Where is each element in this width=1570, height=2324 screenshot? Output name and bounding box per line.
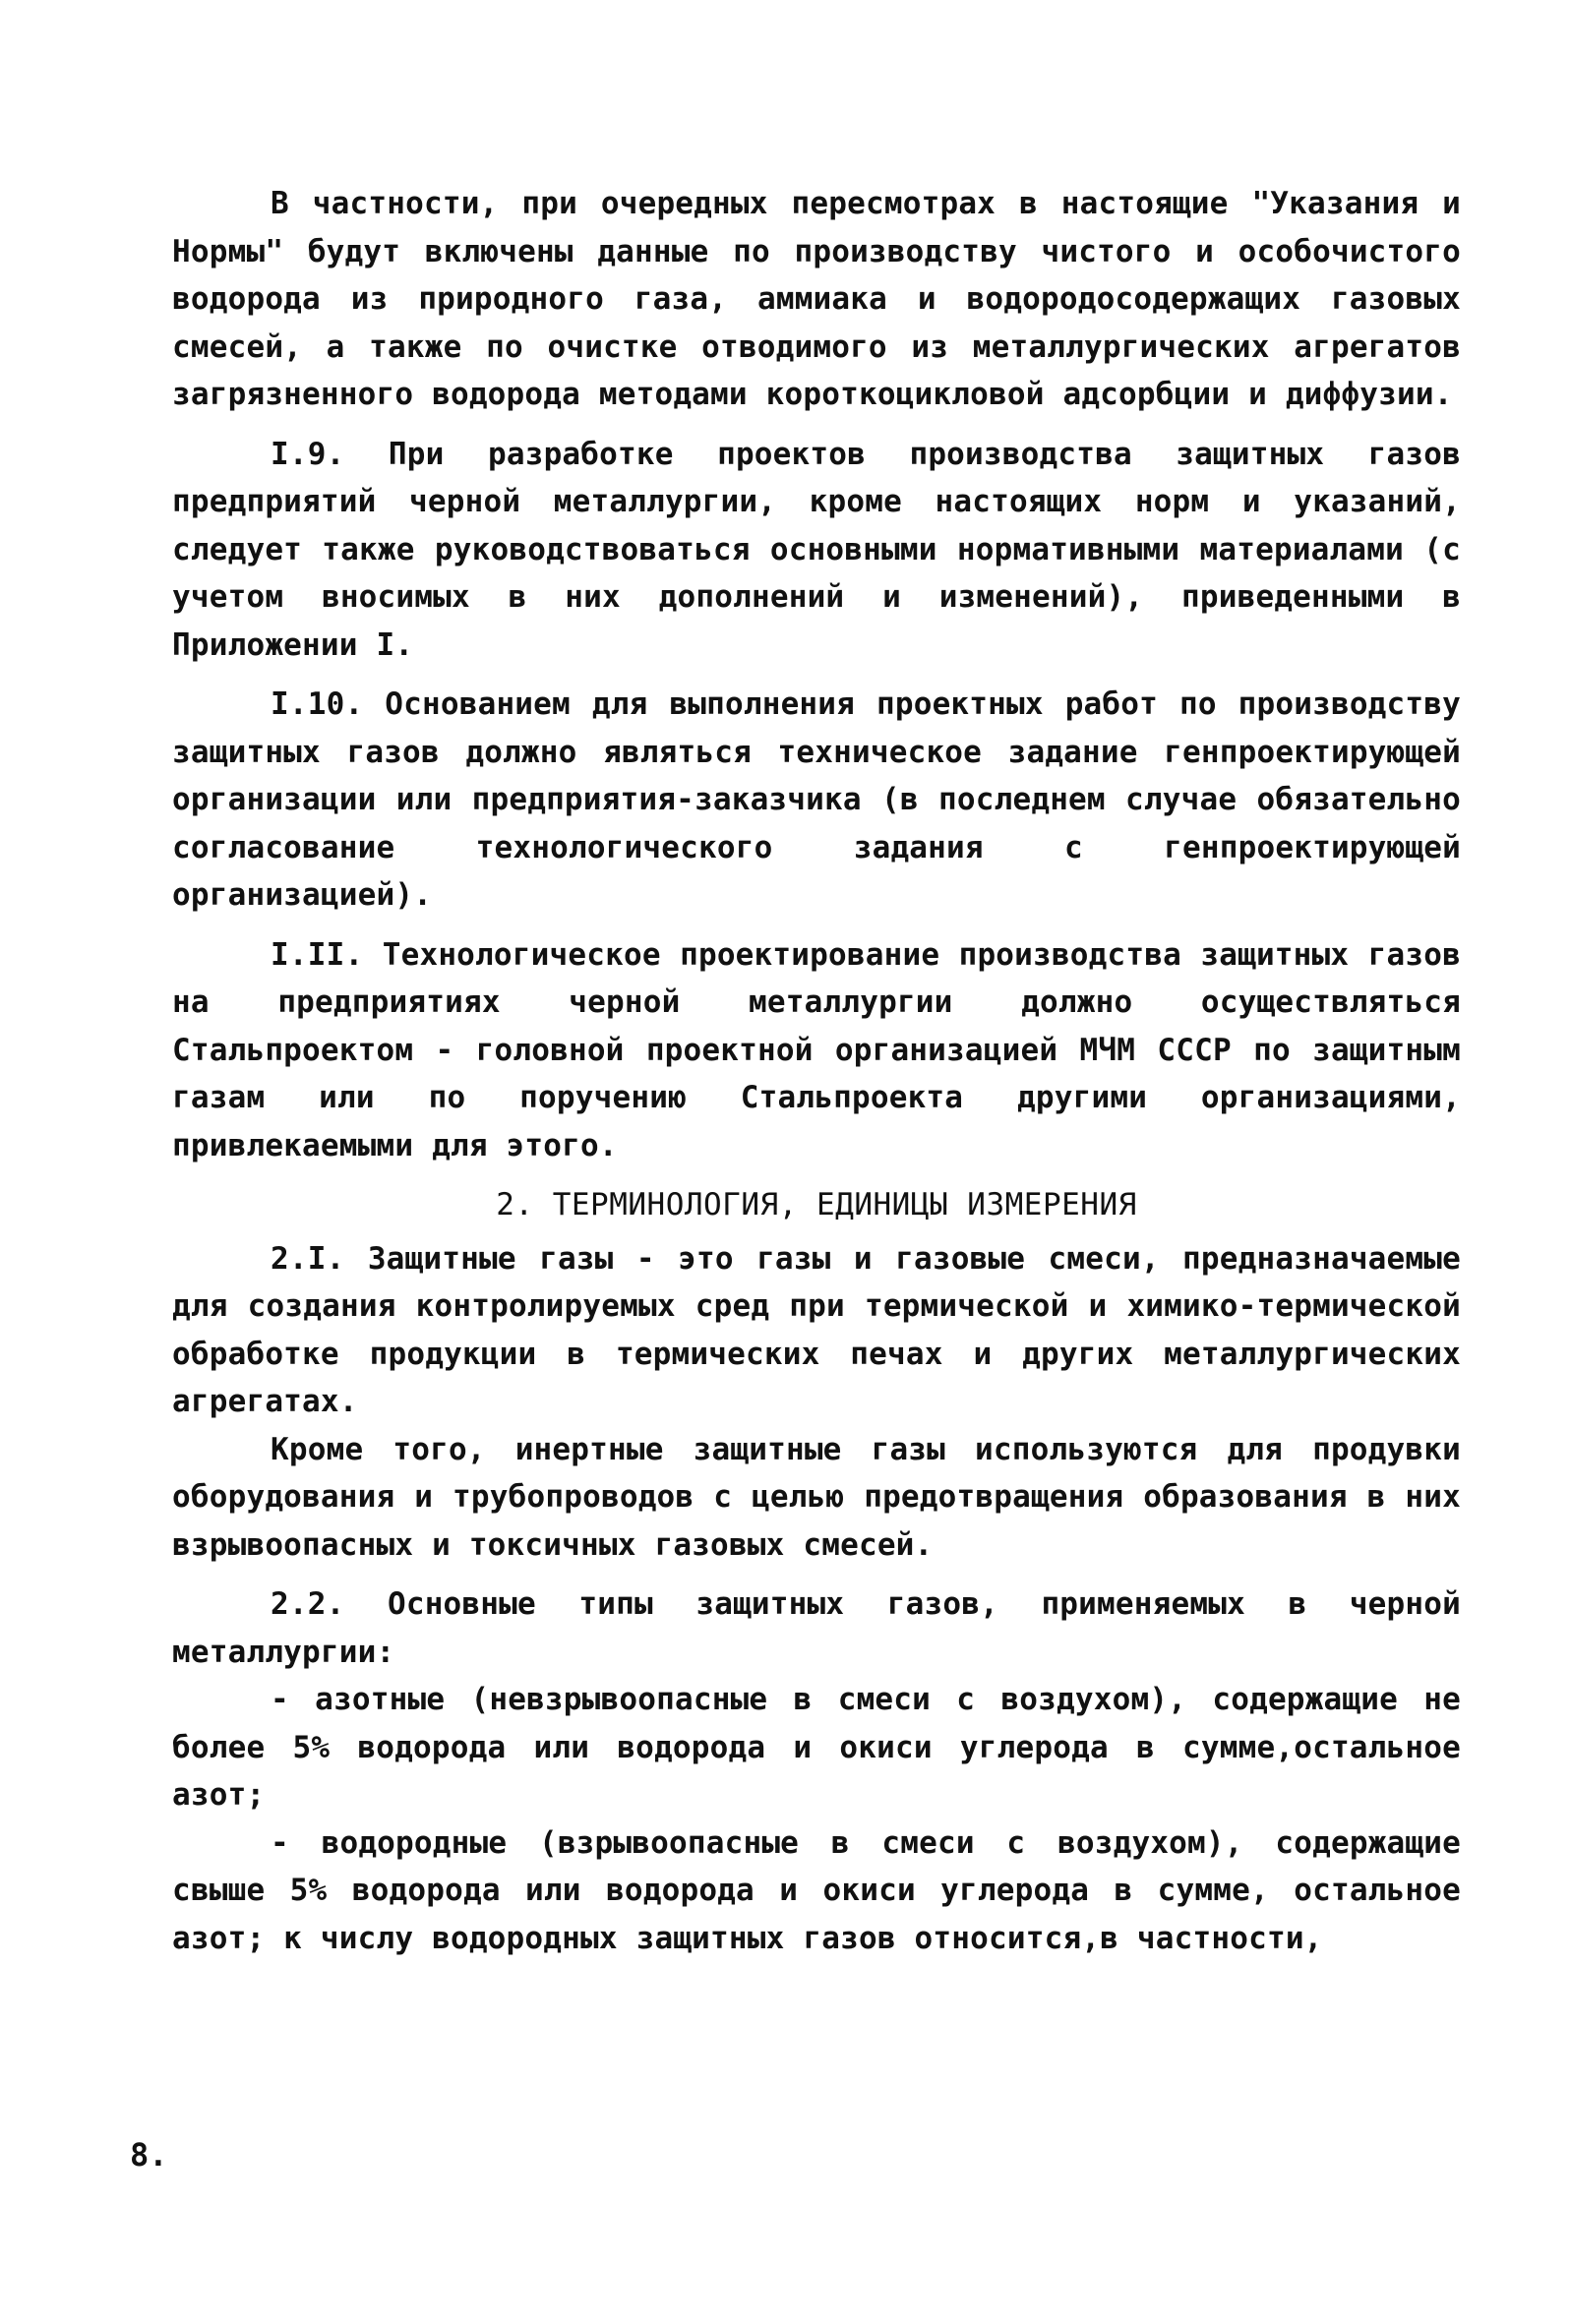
list-item-hydrogen-gases: - водородные (взрывоопасные в смеси с воздухом), содержащие свыше 5% водорода или водорода и окиси углерода в сумме, остальное азот; к числу водородных защитных газов относится,в частности, [172, 1824, 1461, 1956]
section-heading: 2. ТЕРМИНОЛОГИЯ, ЕДИНИЦЫ ИЗМЕРЕНИЯ [496, 1187, 1137, 1222]
paragraph-inert-gases: Кроме того, инертные защитные газы используются для продувки оборудования и трубопроводов с целью предотвращения образования в них взрывоопасных и токсичных газовых смесей. [172, 1431, 1461, 1563]
paragraph-1-11: I.II. Технологическое проектирование производства защитных газов на предприятиях черной металлургии должно осуществляться Стальпроектом - головной проектной организацией МЧМ СССР по защитным газам или по поручению Стальпроекта другими организациями, привлекаемыми для этого. [172, 936, 1461, 1163]
page-number: 8. [130, 2136, 168, 2174]
document-body [172, 180, 1461, 1962]
paragraph-2-2: 2.2. Основные типы защитных газов, применяемых в черной металлургии: [172, 1586, 1461, 1670]
paragraph-2-1: 2.I. Защитные газы - это газы и газовые смеси, предназначаемые для создания контролируемых сред при термической и химико-термической обработке продукции в термических печах и других металлургических агрегатах. [172, 1240, 1461, 1419]
paragraph-1-10: I.10. Основанием для выполнения проектных работ по производству защитных газов должно являться техническое задание генпроектирующей организации или предприятия-заказчика (в последнем случае обязательно согласование технологического задания с генпроектирующей организацией). [172, 686, 1461, 913]
paragraph-1-9: I.9. При разработке проектов производства защитных газов предприятий черной металлургии, кроме настоящих норм и указаний, следует также руководствоваться основными нормативными материалами (с учетом вносимых в них дополнений и изменений), приведенными в Приложении I. [172, 436, 1461, 663]
paragraph-intro: В частности, при очередных пересмотрах в настоящие "Указания и Нормы" будут включены данные по производству чистого и особочистого водорода из природного газа, аммиака и водородосодержащих газовых смесей, а также по очистке отводимого из металлургических агрегатов загрязненного водорода методами короткоцикловой адсорбции и диффузии. [172, 186, 1461, 412]
list-item-nitrogen-gases: - азотные (невзрывоопасные в смеси с воздухом), содержащие не более 5% водорода или водорода и окиси углерода в сумме,остальное азот; [172, 1682, 1461, 1813]
